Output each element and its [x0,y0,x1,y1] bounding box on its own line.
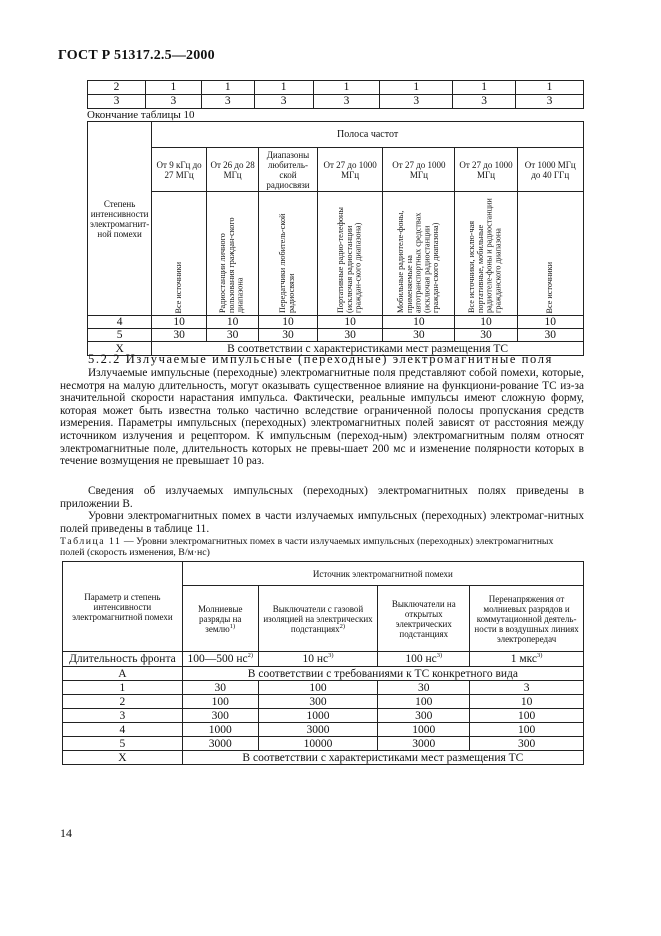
table-cell: 100 [182,695,258,709]
table11-front-value [470,652,584,667]
table-row [63,709,584,723]
table10-band-header: Полоса частот [152,122,584,148]
table11-front-text: 100 нс [405,653,437,665]
table-cell: 3000 [378,737,470,751]
table-cell: 30 [383,329,455,342]
table10-source-cell [152,192,207,316]
table11-front-text: 100—500 нс [187,653,248,665]
table11-level: X [63,751,183,765]
table10-source-cell [383,192,455,316]
table11-front-label: Длительность фронта [63,652,183,667]
table-cell: 100 [378,695,470,709]
table11-caption-label: Таблица 11 [60,536,122,547]
table11-source-text: Перенапряжения от молниевых разрядов и коммутационной деятель-ности в воздушных линиях электропередач [474,593,579,644]
table11-level: 1 [63,681,183,695]
table10-source-cell [317,192,383,316]
table11-level: 2 [63,695,183,709]
table-cell: 30 [182,681,258,695]
table11-caption-text: — Уровни электромагнитных помех в части излучаемых импульсных (переходных) электромагнитных полей (скорость изменения, В/м·нс) [60,536,554,558]
table-cell: 10 [470,695,584,709]
table11-front-text: 1 мкс [510,653,538,665]
table-cell: 3 [516,95,584,109]
table10-band-5: От 27 до 1000 МГц [455,148,517,192]
table-cell: 3 [453,95,516,109]
table-cell: 3 [313,95,380,109]
table11-level: 4 [63,723,183,737]
table-cell: 10000 [258,737,378,751]
table10-source-cell [517,192,584,316]
table11-source-text: Выключатели на открытых электрических подстанциях [391,598,456,639]
table10-band-1: От 26 до 28 МГц [207,148,259,192]
table-row [88,95,584,109]
page-number: 14 [60,826,72,840]
table-cell: 10 [517,316,584,329]
table-row [88,329,584,342]
table-cell: 100 [258,681,378,695]
section-paragraph-1: Излучаемые импульсные (переходные) электромагнитные поля представляют собой помехи, которые, несмотря на малую длительность, могут оказывать существенное влияние на функциони-рование ТС из-за значительной скорости нарастания импульса. Фактически, реальные импульсы имеют сложную форму, которая может быть известна только частично вследствие ограниченной полосы пропускания средств измерения. Параметры импульсных (переходных) электромагнитных полей зависят от расстояния между источником излучения и рецептором. К импульсным (переход-ным) электромагнитным полям относят электромагнитные поле, длительность которых не превы-шает 200 мс и изменение полярности которых в течение возмущения не превышает 10 раз. [60,367,584,468]
table11-level: 3 [63,709,183,723]
table-row [63,695,584,709]
table10-band-0: От 9 кГц до 27 МГц [152,148,207,192]
table-cell: 1 [380,81,453,95]
table-cell: 30 [517,329,584,342]
table11-a-text: В соответствии с требованиями к ТС конкретного вида [182,667,583,681]
table-cell: 30 [207,329,259,342]
table11-level: А [63,667,183,681]
table-cell: 100 [470,709,584,723]
table-cell: 30 [455,329,517,342]
table-cell: 30 [317,329,383,342]
table10-source-cell [259,192,318,316]
footnote-marker: 3) [328,652,334,660]
table10 [87,121,584,356]
table-cell: 10 [317,316,383,329]
table-cell: 10 [207,316,259,329]
table-cell: 1 [254,81,313,95]
table-cell: 300 [470,737,584,751]
table11-source-text: Молниевые разряды на землю [197,603,243,634]
table-row [88,81,584,95]
table-cell: 1 [313,81,380,95]
table-cell: 300 [378,709,470,723]
table11-front-value [378,652,470,667]
table11-x-text: В соответствии с характеристиками мест размещения ТС [182,751,583,765]
table-cell: 10 [383,316,455,329]
table10-source-2: Передатчики любитель-ской радиосвязи [278,213,296,313]
table-cell: 300 [258,695,378,709]
table-cell: 10 [152,316,207,329]
table11-source-2 [378,586,470,652]
table10-source-cell [207,192,259,316]
footnote-marker: 2) [247,652,253,660]
table-cell: 30 [378,681,470,695]
table-row [63,737,584,751]
table11-source-header: Источник электромагнитной помехи [182,562,583,586]
table10-row-header: Степень интенсивности электромагнит-ной помехи [88,122,152,316]
table-cell: 100 [470,723,584,737]
table11 [62,561,584,765]
table-cell: 3 [470,681,584,695]
table10-level: X [88,342,152,356]
table10-band-6: От 1000 МГц до 40 ГГц [517,148,584,192]
table-cell: 3 [380,95,453,109]
table-cell: 1000 [378,723,470,737]
table10-band-3: От 27 до 1000 МГц [317,148,383,192]
table10-source-0: Все источники [173,261,183,313]
section-paragraph-2: Сведения об излучаемых импульсных (переходных) электромагнитных полях приведены в приложении В. [60,485,584,510]
table-row [88,316,584,329]
table-cell: 2 [88,81,146,95]
footnote-marker: 3) [436,652,443,660]
table11-source-3 [470,586,584,652]
table-row [63,751,584,765]
table-cell: 10 [455,316,517,329]
table10-source-6: Все источники [544,261,554,313]
table-cell: 3 [254,95,313,109]
table10-source-cell [455,192,517,316]
table-cell: 3 [88,95,146,109]
table11-caption [60,536,580,558]
table-cell: 1 [453,81,516,95]
table-row [63,667,584,681]
table11-front-value [182,652,258,667]
table-row [63,681,584,695]
table10-band-4: От 27 до 1000 МГц [383,148,455,192]
table11-source-text: Выключатели с газовой изоляцией на электрических подстанциях [263,603,373,634]
table10-top-rows [87,80,584,109]
table-cell: 3 [201,95,254,109]
footnote-marker: 3) [537,652,543,660]
table10-source-3: Портативные радио-телефоны (исключая радиостанции граждан-ского диапазона) [335,207,363,313]
table-cell: 1 [201,81,254,95]
table-row [63,652,584,667]
table-cell: 1 [145,81,201,95]
table10-band-2: Диапазоны любитель-ской радиосвязи [259,148,318,192]
table-cell: 3 [145,95,201,109]
table-cell: 3000 [258,723,378,737]
table-cell: 1000 [258,709,378,723]
table10-level: 5 [88,329,152,342]
table-cell: 3000 [182,737,258,751]
table-cell: 300 [182,709,258,723]
table11-front-text: 10 нс [302,653,329,665]
table10-source-5: Все источники, исклю-чая портативные, мобильные радиотеле-фоны и радиостанции гражданского диапазона [467,198,503,313]
table11-source-1 [258,586,378,652]
table11-front-value [258,652,378,667]
table10-level: 4 [88,316,152,329]
section-heading: 5.2.2 Излучаемые импульсные (переходные) электромагнитные поля [88,352,553,366]
document-header: ГОСТ Р 51317.2.5—2000 [58,48,215,63]
table-cell: 30 [259,329,318,342]
table11-source-0 [182,586,258,652]
table-cell: 1 [516,81,584,95]
footnote-marker: 2) [339,622,346,630]
table10-source-4: Мобильные радиотеле-фоны, применяемые на автотранспортных средствах (исключая радиостанции граждан-ского диапазона) [395,210,441,313]
table10-x-text: В соответствии с характеристиками мест размещения ТС [152,342,584,356]
section-paragraph-3: Уровни электромагнитных помех в части излучаемых импульсных (переходных) электромаг-нитных полей приведены в таблице 11. [60,510,584,535]
table10-source-1: Радиостанции личного пользования граждан-ского диапазона [218,217,245,313]
table-cell: 10 [259,316,318,329]
table11-param-header: Параметр и степень интенсивности электромагнитной помехи [63,562,183,652]
table-cell: 1000 [182,723,258,737]
table11-level: 5 [63,737,183,751]
table-cell: 30 [152,329,207,342]
footnote-marker: 1) [229,622,236,630]
table-row [63,723,584,737]
table10-caption: Окончание таблицы 10 [87,109,195,121]
